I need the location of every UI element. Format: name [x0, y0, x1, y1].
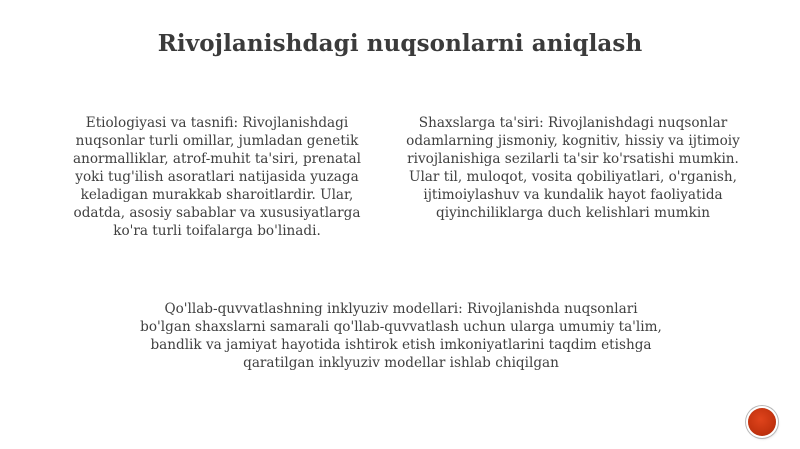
red-circle-icon[interactable]: [748, 408, 776, 436]
inclusive-models-text-block: Qo'llab-quvvatlashning inklyuziv modellari: Rivojlanishda nuqsonlari bo'lgan shaxslarni samarali qo'llab-quvvatlash uchun ularga umumiy ta'lim, bandlik va jamiyat hayotida ishtirok etish imkoniyatlarini taqdim etishga qaratilgan inklyuziv modellar ishlab chiqilgan: [140, 301, 662, 371]
impact-text-block: Shaxslarga ta'siri: Rivojlanishdagi nuqsonlar odamlarning jismoniy, kognitiv, hissiy va ijtimoiy rivojlanishiga sezilarli ta'sir ko'rsatishi mumkin. Ular til, muloqot, vosita qobiliyatlari, o'rganish, ijtimoiylashuv va kundalik hayot faoliyatida qiyinchiliklarga duch kelishlari mumkin: [406, 115, 740, 221]
slide-title: Rivojlanishdagi nuqsonlarni aniqlash: [157, 30, 643, 57]
etiology-text-block: Etiologiyasi va tasnifi: Rivojlanishdagi nuqsonlar turli omillar, jumladan genetik anormalliklar, atrof-muhit ta'siri, prenatal yoki tug'ilish asoratlari natijasida yuzaga keladigan murakkab sharoitlardir. Ular, odatda, asosiy sabablar va xususiyatlarga ko'ra turli toifalarga bo'linadi.: [73, 115, 361, 239]
